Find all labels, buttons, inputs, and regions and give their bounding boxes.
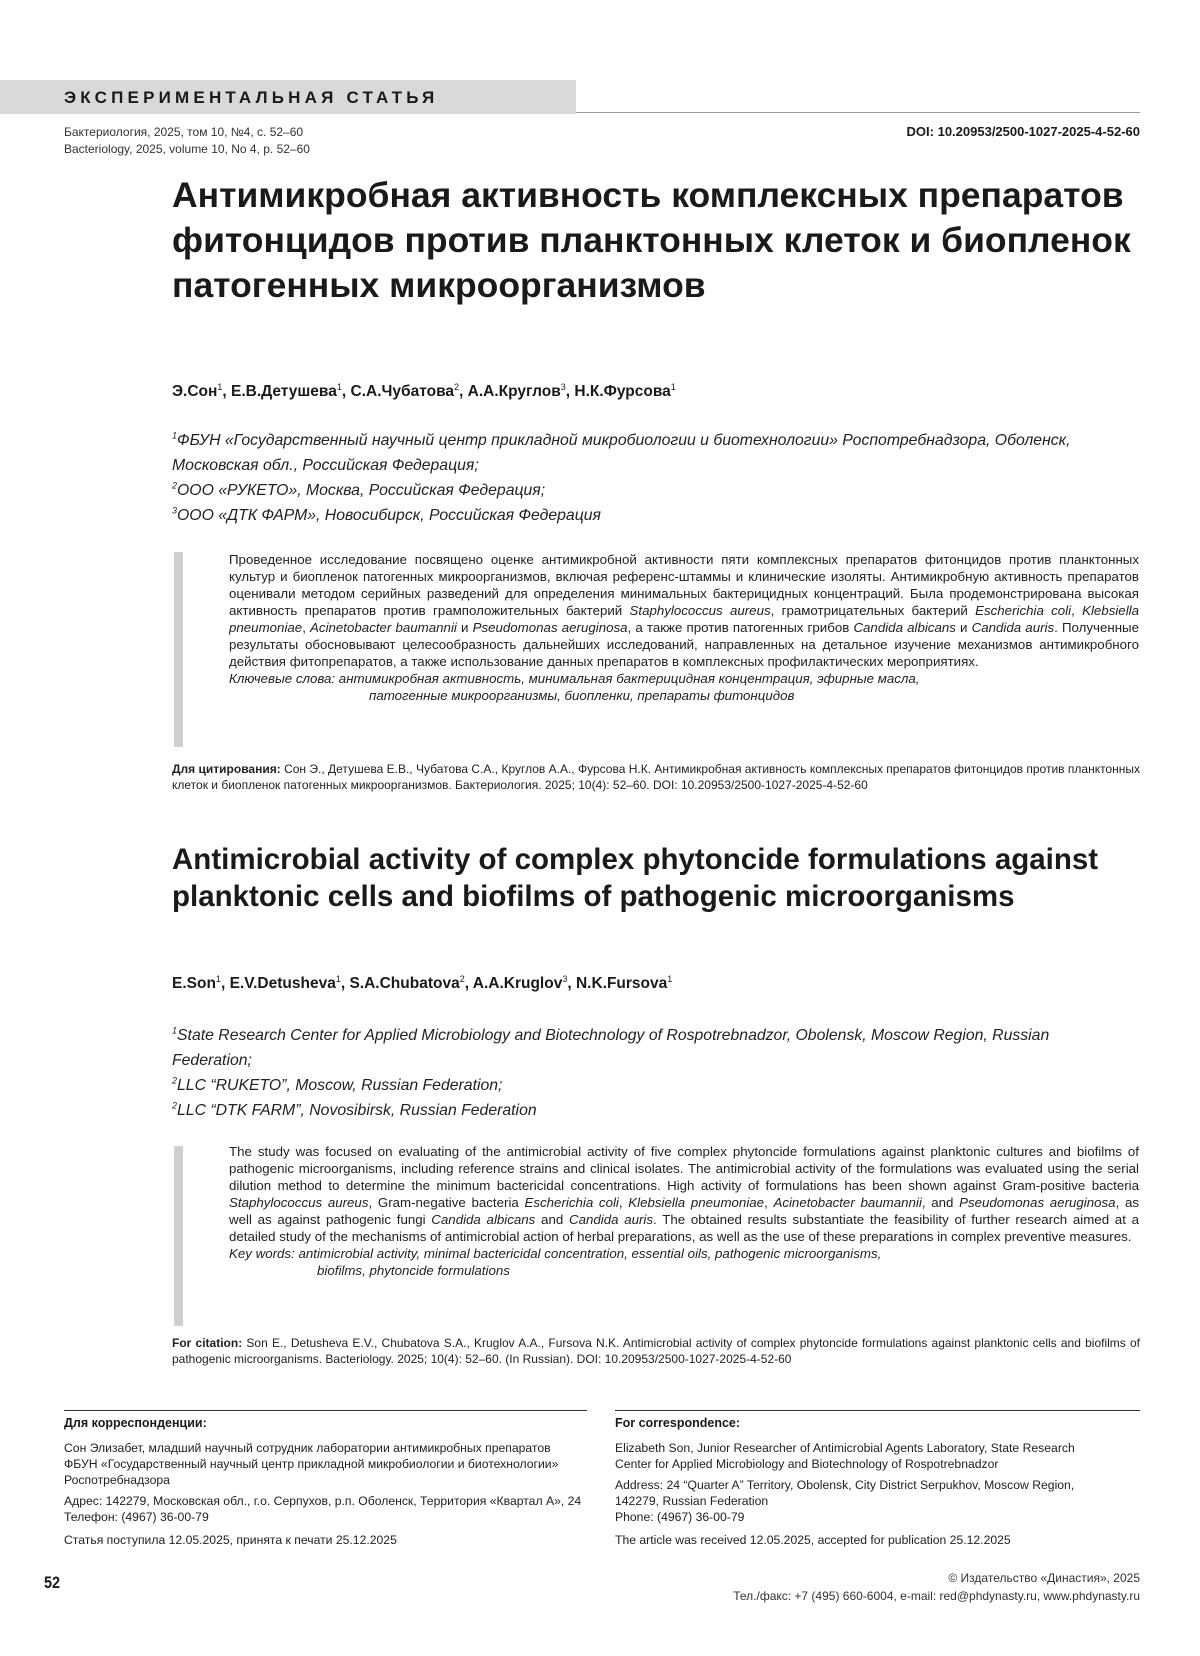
author: Н.К.Фурсова — [574, 383, 671, 400]
publisher-contacts[interactable]: Тел./факс: +7 (495) 660-6004, e-mail: red@phdynasty.ru, www.phdynasty.ru — [733, 1589, 1140, 1603]
author: А.А.Круглов — [467, 383, 561, 400]
corr-address: Address: 24 “Quarter A” Territory, Obolensk, City District Serpukhov, Moscow Region, 142279, Russian Federation — [615, 1478, 1075, 1508]
citation-ru: Для цитирования: Сон Э., Детушева Е.В., Чубатова С.А., Круглов А.А., Фурсова Н.К. Антимикробная активность комплексных препаратов фитонцидов против планктонных клеток и биопленок патогенных микроорганизмов. Бактериология. 2025; 10(4): 52–60. DOI: 10.20953/2500-1027-2025-4-52-60 — [172, 762, 1140, 792]
abstract-text: The study was focused on evaluating of the antimicrobial activity of five complex phytoncide formulations against planktonic cultures and biofilms of pathogenic microorganisms, including reference strains and clinical isolates. The antimicrobial activity of the formulations was evaluated using the serial dilution method to determine the minimum bactericidal concentrations. High activity of formulations has been shown against Gram-positive bacteria Staphylococcus aureus, Gram-negative bacteria Escherichia coli, Klebsiella pneumoniae, Acinetobacter baumannii, and Pseudomonas aeruginosa, as well as against pathogenic fungi Candida albicans and Candida auris. The obtained results substantiate the feasibility of further research aimed at a detailed study of the mechanisms of antimicrobial action of herbal preparations, as well as the use of these preparations in complex preventive measures. — [229, 1144, 1140, 1244]
corr-phone: Телефон: (4967) 36-00-79 — [64, 1510, 209, 1524]
author: С.А.Чубатова — [350, 383, 455, 400]
corr-person: Сон Элизабет, младший научный сотрудник лаборатории антимикробных препаратов ФБУН «Государственный научный центр прикладной микробиологии и биотехнологии» Роспотребнадзора — [64, 1441, 559, 1487]
title-en: Antimicrobial activity of complex phytoncide formulations against planktonic cells and biofilms of pathogenic microorganisms — [172, 843, 1099, 913]
abstract-marker-bar — [174, 552, 183, 747]
doi[interactable]: DOI: 10.20953/2500-1027-2025-4-52-60 — [906, 124, 1140, 139]
page-number: 52 — [44, 1573, 61, 1592]
abstract-text: Проведенное исследование посвящено оценке антимикробной активности пяти комплексных препаратов фитонцидов против планктонных культур и биопленок патогенных микроорганизмов, включая референс-штаммы и клинические изоляты. Антимикробную активность препаратов оценивали методом серийных разведений для определения минимальных бактерицидных концентраций. Была продемонстрирована высокая активность препаратов против грамположительных бактерий Staphylococcus aureus, грамотрицательных бактерий Escherichia coli, Klebsiella pneumoniae, Acinetobacter baumannii и Pseudomonas aeruginosa, а также против патогенных грибов Candida albicans и Candida auris. Полученные результаты обосновывают целесообразность дальнейших исследований, направленных на детальное изучение механизмов антимикробного действия фитопрепаратов, а также использование данных препаратов в комплексных профилактических мероприятиях. — [229, 552, 1140, 669]
section-label: ЭКСПЕРИМЕНТАЛЬНАЯ СТАТЬЯ — [64, 88, 439, 107]
abstract-marker-bar — [174, 1146, 183, 1326]
corr-divider-ru — [64, 1410, 587, 1411]
header-divider — [576, 112, 1140, 113]
corr-received: The article was received 12.05.2025, accepted for publication 25.12.2025 — [615, 1533, 1011, 1547]
keywords-en-cont: biofilms, phytoncide formulations — [317, 1263, 510, 1278]
keywords-ru: Ключевые слова: антимикробная активность, минимальная бактерицидная концентрация, эфирные масла, — [229, 671, 920, 686]
affiliation: $^1$State Research Center for Applied Microbiology and Biotechnology of Rospotrebnadzor, Obolensk, Moscow Region, Russian Federation; — [172, 1025, 1050, 1069]
source-ru: Бактериология, 2025, том 10, №4, с. 52–60 — [64, 125, 304, 139]
affiliation: $^2$LLC “DTK FARM”, Novosibirsk, Russian Federation — [172, 1100, 537, 1119]
affiliation: $^3$ООО «ДТК ФАРМ», Новосибирск, Российская Федерация — [172, 505, 601, 524]
keywords-en: Key words: antimicrobial activity, minimal bactericidal concentration, essential oils, pathogenic microorganisms, — [229, 1246, 882, 1261]
correspondence-en — [615, 1415, 1085, 1548]
abstract-en — [229, 1143, 1139, 1279]
author: E.Son — [172, 975, 216, 992]
affiliation: $^2$ООО «РУКЕТО», Москва, Российская Федерация; — [172, 480, 546, 499]
correspondence-ru — [64, 1415, 584, 1548]
author: N.K.Fursova — [575, 975, 668, 992]
corr-person: Elizabeth Son, Junior Researcher of Antimicrobial Agents Laboratory, State Research Center for Applied Microbiology and Biotechnology of Rospotrebnadzor — [615, 1441, 1075, 1471]
corr-phone: Phone: (4967) 36-00-79 — [615, 1510, 745, 1524]
keywords-ru-cont: патогенные микроорганизмы, биопленки, препараты фитонцидов — [369, 688, 795, 703]
source-en: Bacteriology, 2025, volume 10, No 4, p. 52–60 — [64, 142, 310, 156]
authors-ru: Э.Сон$^1$, Е.В.Детушева$^1$, С.А.Чубатова$^2$, А.А.Круглов$^3$, Н.К.Фурсова$^1$ — [172, 381, 676, 400]
author: E.V.Detusheva — [229, 975, 336, 992]
corr-divider-en — [615, 1410, 1140, 1411]
affiliations-ru — [172, 428, 1132, 528]
affiliation: $^2$LLC “RUKETO”, Moscow, Russian Federation; — [172, 1075, 503, 1094]
author: A.A.Kruglov — [472, 975, 563, 992]
abstract-ru — [229, 551, 1139, 704]
journal-source — [64, 124, 310, 158]
affiliation: $^1$ФБУН «Государственный научный центр прикладной микробиологии и биотехнологии» Роспотребнадзора, Оболенск, Московская обл., Российская Федерация; — [172, 430, 1071, 474]
author: Э.Сон — [172, 383, 218, 400]
corr-address: Адрес: 142279, Московская обл., г.о. Серпухов, р.п. Оболенск, Территория «Квартал А», 24 — [64, 1494, 582, 1508]
affiliations-en — [172, 1023, 1132, 1123]
authors-en: E.Son$^1$, E.V.Detusheva$^1$, S.A.Chubatova$^2$, A.A.Kruglov$^3$, N.K.Fursova$^1$ — [172, 973, 673, 992]
citation-en: For citation: Son E., Detusheva E.V., Chubatova S.A., Kruglov A.A., Fursova N.K. Antimicrobial activity of complex phytoncide formulations against planktonic cells and biofilms of pathogenic microorganisms. Bacteriology. 2025; 10(4): 52–60. (In Russian). DOI: 10.20953/2500-1027-2025-4-52-60 — [172, 1336, 1140, 1366]
corr-heading: For correspondence: — [615, 1416, 741, 1430]
corr-heading: Для корреспонденции: — [64, 1416, 207, 1430]
copyright: © Издательство «Династия», 2025 — [948, 1571, 1140, 1585]
author: Е.В.Детушева — [231, 383, 337, 400]
corr-received: Статья поступила 12.05.2025, принята к печати 25.12.2025 — [64, 1533, 397, 1547]
author: S.A.Chubatova — [349, 975, 460, 992]
title-ru: Антимикробная активность комплексных препаратов фитонцидов против планктонных клеток и биопленок патогенных микроорганизмов — [172, 175, 1131, 305]
